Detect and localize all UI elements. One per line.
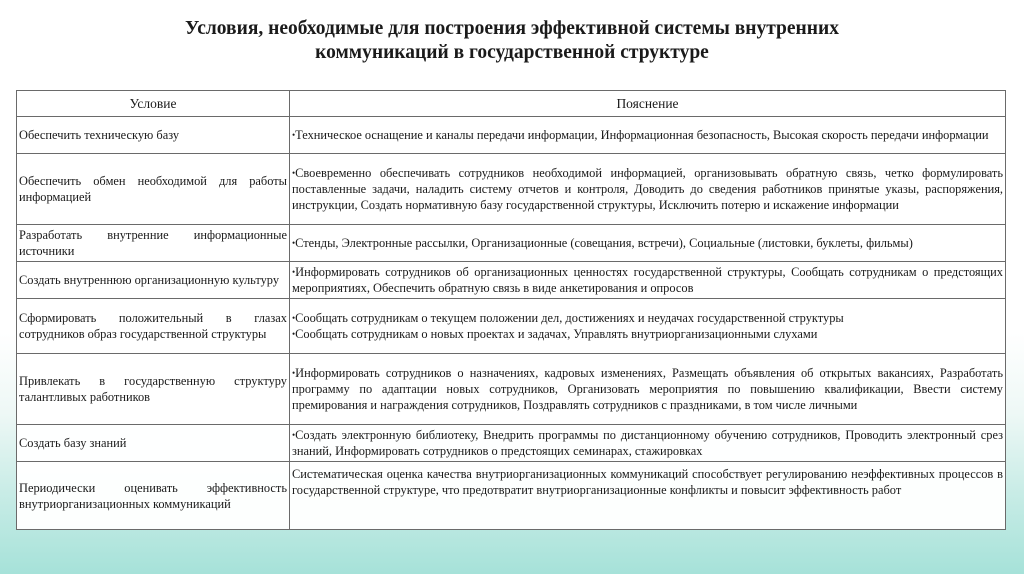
slide-title-line-1: Условия, необходимые для построения эффективной системы внутренних [184, 18, 840, 39]
slide-title [0, 17, 1024, 65]
explanation-text: Информировать сотрудников о назначениях, кадровых изменениях, Размещать объявления об открытых вакансиях, Разработать программу по адаптации новых сотрудников, Организовать мероприятия по повышению квалификации, Ввести систему премирования и награждения сотрудников, Поздравлять сотрудников с праздниками, в том числе личными [292, 366, 1003, 412]
table-row [17, 425, 1006, 462]
condition-cell: Обеспечить обмен необходимой для работы информацией [17, 154, 290, 225]
explanation-text: Сообщать сотрудникам о текущем положении дел, достижениях и неудачах государственной структуры [295, 311, 844, 325]
header-explanation: Пояснение [290, 91, 1006, 117]
bullet-icon: • [292, 267, 296, 277]
explanation-item [292, 310, 1003, 326]
explanation-item [292, 264, 1003, 296]
condition-cell: Периодически оценивать эффективность внутриорганизационных коммуникаций [17, 462, 290, 530]
explanation-cell [290, 354, 1006, 425]
bullet-icon: • [292, 313, 296, 323]
explanation-text: Техническое оснащение и каналы передачи информации, Информационная безопасность, Высокая скорость передачи информации [295, 128, 989, 142]
explanation-item [292, 127, 1003, 143]
header-condition: Условие [17, 91, 290, 117]
table-header-row [17, 91, 1006, 117]
explanation-text: Создать электронную библиотеку, Внедрить программы по дистанционному обучению сотрудников, Проводить электронный срез знаний, Информировать сотрудников о предстоящих семинарах, стажировках [292, 428, 1003, 458]
explanation-item [292, 365, 1003, 413]
slide-title-line-2: коммуникаций в государственной структуре [315, 42, 709, 63]
bullet-icon: • [292, 329, 296, 339]
explanation-item [292, 235, 1003, 251]
explanation-cell [290, 225, 1006, 262]
condition-cell: Привлекать в государственную структуру талантливых работников [17, 354, 290, 425]
explanation-cell [290, 462, 1006, 530]
explanation-cell [290, 262, 1006, 299]
table-row [17, 262, 1006, 299]
explanation-text: Информировать сотрудников об организационных ценностях государственной структуры, Сообщать сотрудникам о предстоящих мероприятиях, Обеспечить обратную связь в виде анкетирования и опросов [292, 265, 1003, 295]
condition-cell: Разработать внутренние информационные источники [17, 225, 290, 262]
bullet-icon: • [292, 130, 296, 140]
explanation-text: Стенды, Электронные рассылки, Организационные (совещания, встречи), Социальные (листовки, буклеты, фильмы) [295, 236, 913, 250]
bullet-icon: • [292, 368, 296, 378]
explanation-cell [290, 154, 1006, 225]
explanation-cell [290, 425, 1006, 462]
explanation-text: Сообщать сотрудникам о новых проектах и задачах, Управлять внутриорганизационными слухами [295, 327, 818, 341]
table-row [17, 354, 1006, 425]
bullet-icon: • [292, 168, 296, 178]
bullet-icon: • [292, 430, 296, 440]
explanation-item [292, 326, 1003, 342]
table-row [17, 299, 1006, 354]
explanation-text: Своевременно обеспечивать сотрудников необходимой информацией, организовывать обратную связь, четко формулировать поставленные задачи, наладить систему отчетов и контроля, Доводить до сведения работников принятые указы, распоряжения, инструкции, Создать нормативную базу государственной структуры, Исключить потерю и искажение информации [292, 166, 1003, 212]
explanation-cell [290, 299, 1006, 354]
condition-cell: Создать базу знаний [17, 425, 290, 462]
table-row [17, 462, 1006, 530]
explanation-text: Систематическая оценка качества внутриорганизационных коммуникаций способствует регулированию неэффективных процессов в государственной структуре, что предотвратит внутриорганизационные конфликты и повысит эффективность работ [292, 467, 1003, 497]
table-row [17, 225, 1006, 262]
bullet-icon: • [292, 238, 296, 248]
explanation-item [292, 427, 1003, 459]
explanation-item [292, 165, 1003, 213]
condition-cell: Создать внутреннюю организационную культуру [17, 262, 290, 299]
table-row [17, 117, 1006, 154]
conditions-table [16, 90, 1006, 530]
condition-cell: Сформировать положительный в глазах сотрудников образ государственной структуры [17, 299, 290, 354]
condition-cell: Обеспечить техническую базу [17, 117, 290, 154]
table-row [17, 154, 1006, 225]
explanation-cell [290, 117, 1006, 154]
